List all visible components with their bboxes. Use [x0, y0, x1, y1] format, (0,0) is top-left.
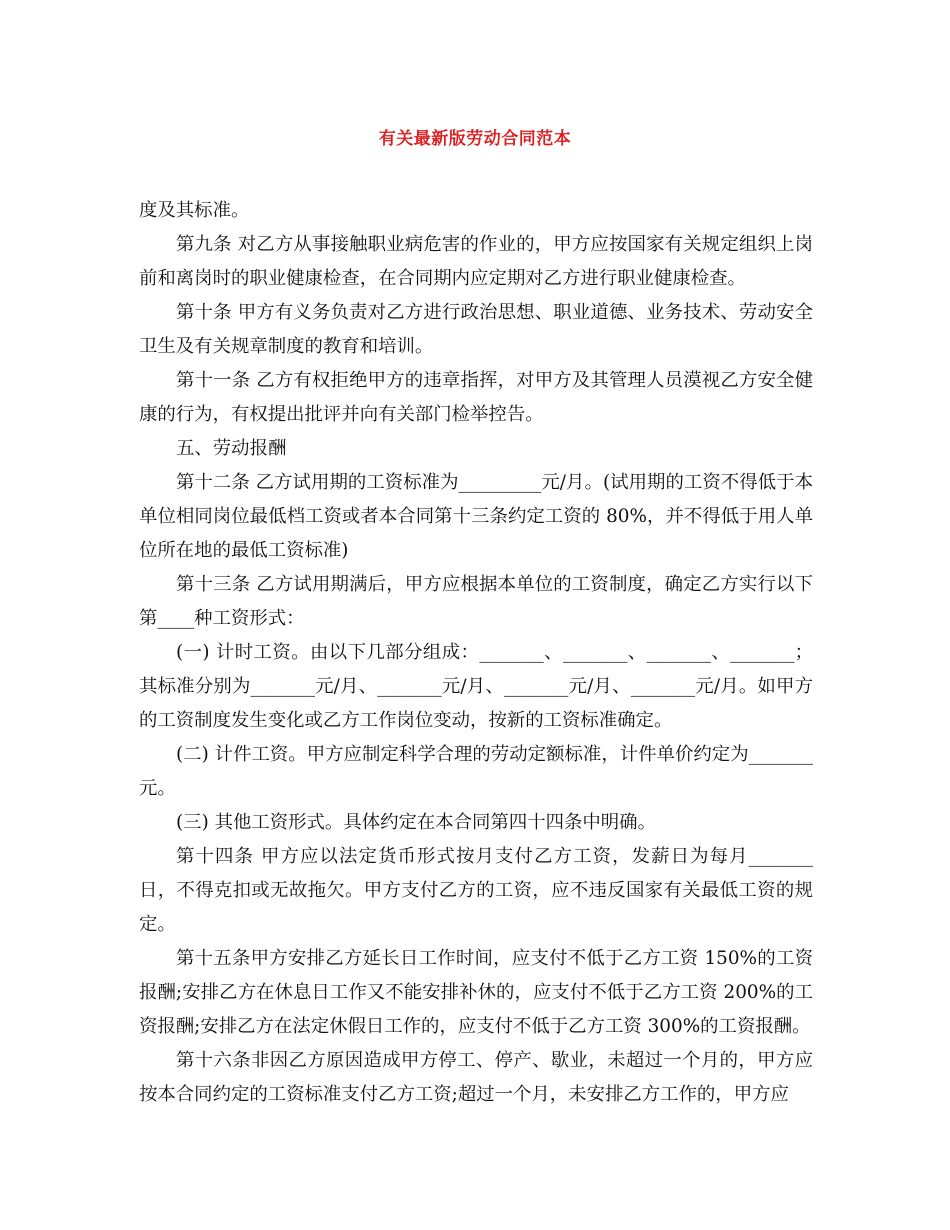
paragraph-article-16: 第十六条非因乙方原因造成甲方停工、停产、歇业，未超过一个月的，甲方应按本合同约定的工资标准支付乙方工资;超过一个月，未安排乙方工作的，甲方应	[139, 1050, 813, 1105]
section-heading-remuneration: 五、劳动报酬	[176, 438, 287, 459]
paragraph-article-12: 第十二条 乙方试用期的工资标准为_________元/月。(试用期的工资不得低于本单位相同岗位最低档工资或者本合同第十三条约定工资的 80%，并不得低于用人单位所在地的最低工资标准)	[139, 472, 813, 561]
paragraph-article-9: 第九条 对乙方从事接触职业病危害的作业的，甲方应按国家有关规定组织上岗前和离岗时的职业健康检查，在合同期内应定期对乙方进行职业健康检查。	[139, 234, 813, 289]
paragraph-item-3: (三) 其他工资形式。具体约定在本合同第四十四条中明确。	[176, 812, 656, 833]
paragraph-continuation: 度及其标准。	[139, 200, 250, 221]
paragraph-article-10: 第十条 甲方有义务负责对乙方进行政治思想、职业道德、业务技术、劳动安全卫生及有关规章制度的教育和培训。	[139, 302, 813, 357]
paragraph-article-15: 第十五条甲方安排乙方延长日工作时间，应支付不低于乙方工资 150%的工资报酬;安排乙方在休息日工作又不能安排补休的，应支付不低于乙方工资 200%的工资报酬;安排乙方在法定休假日工作的，应支付不低于乙方工资 300%的工资报酬。	[139, 948, 813, 1037]
paragraph-item-1: (一) 计时工资。由以下几部分组成：_______、_______、_______、_______；其标准分别为_______元/月、_______元/月、_______元/月、_______元/月。如甲方的工资制度发生变化或乙方工作岗位变动，按新的工资标准确定。	[139, 642, 813, 731]
paragraph-item-2: (二) 计件工资。甲方应制定科学合理的劳动定额标准，计件单价约定为_______元。	[139, 744, 813, 799]
document-body	[139, 194, 813, 1112]
paragraph-article-14: 第十四条 甲方应以法定货币形式按月支付乙方工资，发薪日为每月_______日，不得克扣或无故拖欠。甲方支付乙方的工资，应不违反国家有关最低工资的规定。	[139, 846, 813, 935]
paragraph-article-13: 第十三条 乙方试用期满后，甲方应根据本单位的工资制度，确定乙方实行以下第____种工资形式：	[139, 574, 813, 629]
document-title: 有关最新版劳动合同范本	[378, 129, 572, 149]
paragraph-article-11: 第十一条 乙方有权拒绝甲方的违章指挥，对甲方及其管理人员漠视乙方安全健康的行为，有权提出批评并向有关部门检举控告。	[139, 370, 813, 425]
